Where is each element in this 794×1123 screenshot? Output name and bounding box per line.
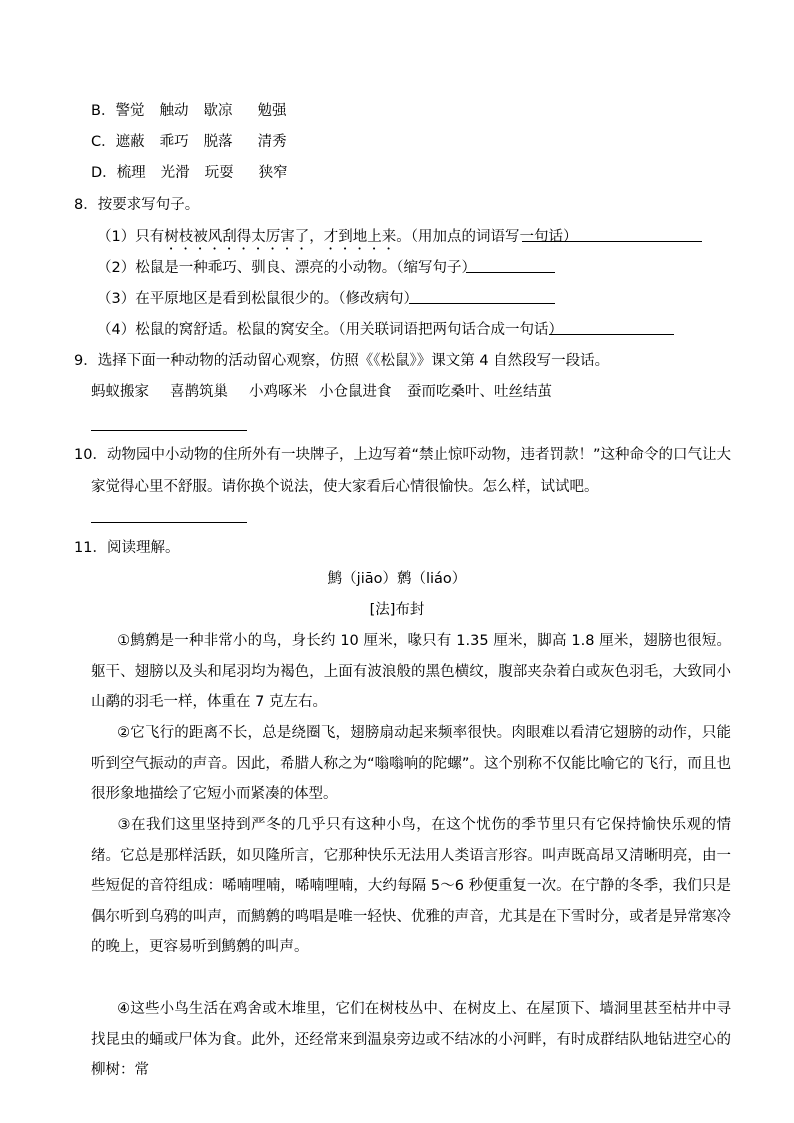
- answer-blank-10[interactable]: [91, 522, 247, 523]
- answer-blank-8-2[interactable]: [466, 272, 555, 273]
- article-paragraph-1: [91, 626, 731, 718]
- article-paragraph-4: [91, 994, 731, 1086]
- paragraph-text: ②它飞行的距离不长，总是绕圈飞，翅膀扇动起来频率很快。肉眼难以看清它翅膀的动作，只能听到空气振动的声音。因此，希腊人称之为“嗡嗡响的陀螺”。这个别称不仅能比喻它的飞行，而且也很形象地描绘了它短小而紧凑的体型。: [91, 725, 731, 802]
- option-word: 玩耍: [204, 165, 234, 181]
- article-paragraph-3: [91, 810, 731, 963]
- question-11-title: 11．阅读理解。: [74, 540, 180, 556]
- option-letter: C．: [91, 134, 116, 150]
- choice-item: 小鸡啄米: [249, 384, 307, 400]
- choice-item: 小仓鼠进食: [319, 384, 392, 400]
- article-paragraph-2: [91, 718, 731, 810]
- option-word: 光滑: [160, 165, 190, 181]
- option-c: [91, 132, 287, 152]
- paragraph-text: ①鹪鹩是一种非常小的鸟，身长约 10 厘米，喙只有 1.35 厘米，脚高 1.8 厘米，翅膀也很短。躯干、翅膀以及头和尾羽均为褐色，上面有波浪般的黑色横纹，腹部夹杂着白或灰色羽毛，大致同小山鹬的羽毛一样，体重在 7 克左右。: [91, 633, 731, 710]
- option-letter: B．: [91, 103, 116, 119]
- paragraph-text: ④这些小鸟生活在鸡舍或木堆里，它们在树枝丛中、在树皮上、在屋顶下、墙洞里甚至枯井中寻找昆虫的蛹或尸体为食。此外，还经常来到温泉旁边或不结冰的小河畔，有时成群结队地钻进空心的柳树：常: [91, 1001, 731, 1078]
- article-author: [法]布封: [369, 602, 425, 618]
- option-word: 乖巧: [159, 134, 189, 150]
- answer-blank-9[interactable]: [91, 430, 247, 431]
- article-title: 鹪（jiāo）鹩（liáo）: [327, 571, 467, 587]
- answer-blank-8-3[interactable]: [409, 303, 555, 304]
- option-word: 狭窄: [258, 165, 288, 181]
- answer-blank-8-1[interactable]: [522, 241, 702, 242]
- choice-item: 蚂蚁搬家: [91, 384, 149, 400]
- question-8-item-4: （4）松鼠的窝舒适。松鼠的窝安全。（用关联词语把两句话合成一句话）: [97, 322, 563, 338]
- option-letter: D．: [91, 165, 117, 181]
- question-8-item-2: （2）松鼠是一种乖巧、驯良、漂亮的小动物。（缩写句子）: [97, 260, 476, 276]
- choice-item: 喜鹊筑巢: [170, 384, 228, 400]
- option-word: 歇凉: [203, 103, 233, 119]
- dotted-phrase: 树枝被风刮得太厉害了，才到地上来: [164, 229, 397, 245]
- item-text: 。（用加点的词语写一句话）: [396, 229, 578, 245]
- question-8-item-1: [97, 227, 577, 253]
- question-10-line-1: 10．动物园中小动物的住所外有一块牌子，上边写着“禁止惊吓动物，违者罚款！”这种命令的口气让大: [74, 447, 731, 463]
- option-word: 清秀: [257, 134, 287, 150]
- question-8-title: 8．按要求写句子。: [74, 197, 200, 213]
- option-word: 勉强: [257, 103, 287, 119]
- question-9-choices: [91, 382, 552, 402]
- option-word: 遮蔽: [115, 134, 145, 150]
- question-10-line-2: 家觉得心里不舒服。请你换个说法，使大家看后心情很愉快。怎么样，试试吧。: [91, 479, 599, 495]
- choice-item: 蚕而吃桑叶、吐丝结茧: [407, 384, 552, 400]
- item-text: （1）只有: [97, 229, 165, 245]
- question-8-item-3: （3）在平原地区是看到松鼠很少的。（修改病句）: [97, 291, 418, 307]
- option-word: 触动: [159, 103, 189, 119]
- paragraph-text: ③在我们这里坚持到严冬的几乎只有这种小鸟，在这个忧伤的季节里只有它保持愉快乐观的情绪。它总是那样活跃，如贝隆所言，它那种快乐无法用人类语言形容。叫声既高昂又清晰明亮，由一些短促的音符组成：唏喃哩喃，唏喃哩喃，大约每隔 5～6 秒便重复一次。在宁静的冬季，我们只是偶尔听到乌鸦的叫声，而鹪鹩的鸣唱是唯一轻快、优雅的声音，尤其是在下雪时分，或者是异常寒冷的晚上，更容易听到鹪鹩的叫声。: [91, 817, 731, 955]
- question-9-title: 9．选择下面一种动物的活动留心观察，仿照《《松鼠》》课文第 4 自然段写一段话。: [74, 353, 610, 369]
- option-word: 警觉: [115, 103, 145, 119]
- option-b: [91, 101, 286, 121]
- answer-blank-8-4[interactable]: [549, 334, 674, 335]
- option-d: [91, 163, 288, 183]
- option-word: 梳理: [116, 165, 146, 181]
- option-word: 脱落: [203, 134, 233, 150]
